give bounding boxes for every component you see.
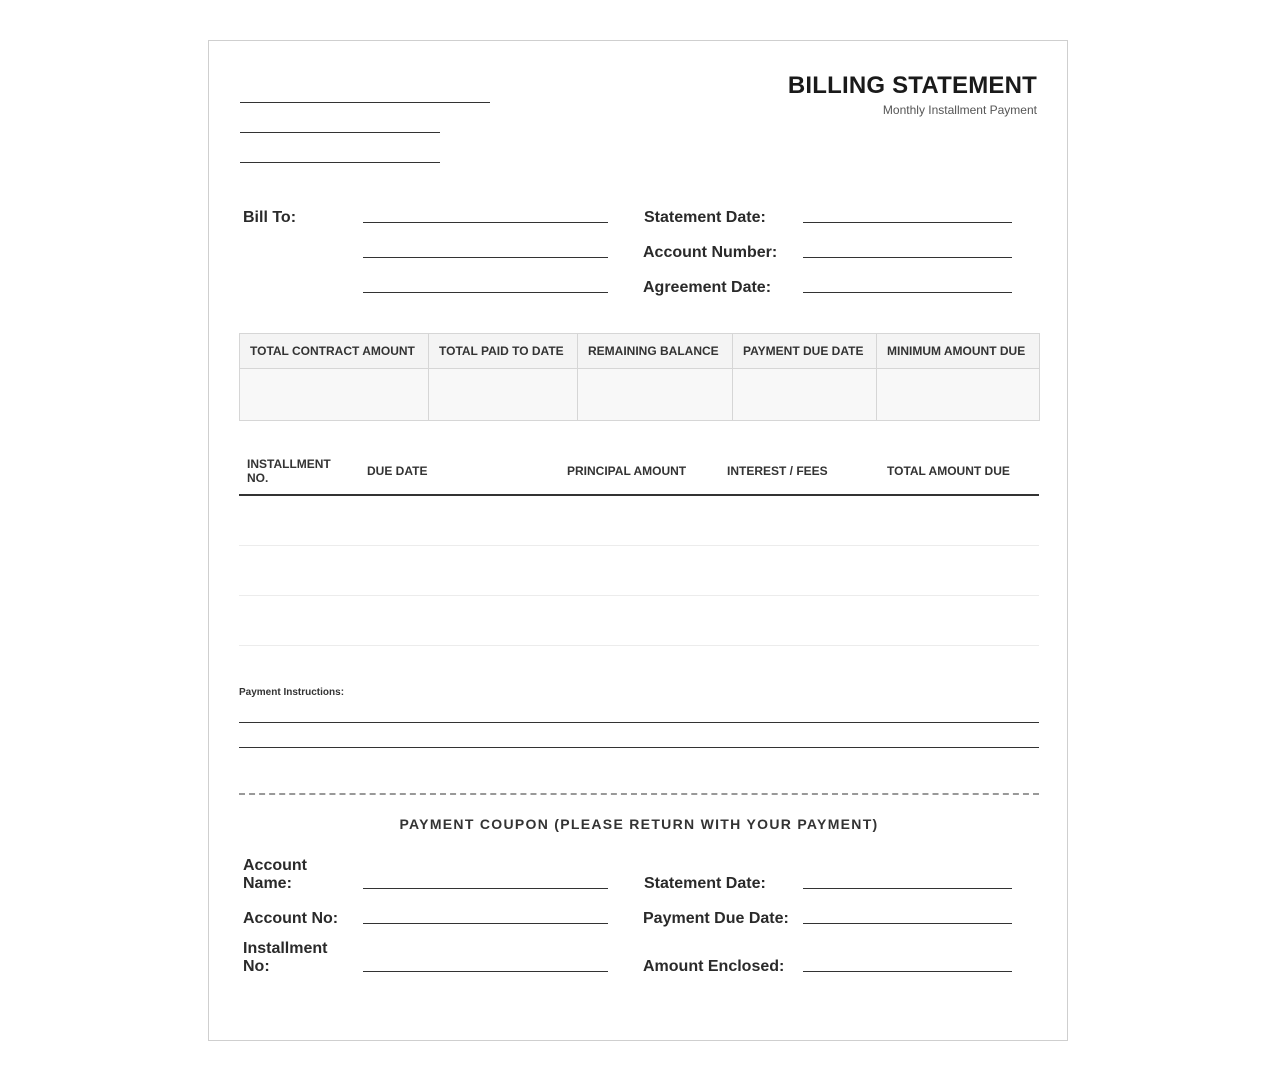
- payment-instructions-line-2[interactable]: [239, 747, 1039, 748]
- bill-to-line-2[interactable]: [363, 257, 608, 258]
- statement-date-label: Statement Date:: [644, 209, 766, 226]
- summary-cell-total-contract[interactable]: [240, 369, 429, 421]
- summary-header-payment-due-date: PAYMENT DUE DATE: [733, 334, 877, 369]
- statement-date-line[interactable]: [803, 222, 1012, 223]
- summary-cell-total-paid[interactable]: [429, 369, 578, 421]
- bill-to-line-3[interactable]: [363, 292, 608, 293]
- company-address-line-2[interactable]: [240, 162, 440, 163]
- coupon-cut-line: [239, 793, 1039, 795]
- summary-header-remaining-balance: REMAINING BALANCE: [578, 334, 733, 369]
- bill-to-label: Bill To:: [243, 209, 297, 226]
- agreement-date-label: Agreement Date:: [643, 279, 772, 296]
- account-summary-table: [239, 333, 1040, 421]
- summary-header-total-contract: TOTAL CONTRACT AMOUNT: [240, 334, 429, 369]
- installment-header-interest: INTEREST / FEES: [727, 464, 828, 478]
- company-address-line-1[interactable]: [240, 132, 440, 133]
- table-row[interactable]: [239, 545, 1039, 596]
- coupon-statement-date-line[interactable]: [803, 888, 1012, 889]
- coupon-account-name-line[interactable]: [363, 888, 608, 889]
- payment-instructions-label: Payment Instructions:: [239, 687, 345, 698]
- coupon-title: PAYMENT COUPON (PLEASE RETURN WITH YOUR PAYMENT): [399, 816, 879, 832]
- coupon-statement-date-label: Statement Date:: [644, 875, 766, 892]
- payment-instructions-line-1[interactable]: [239, 722, 1039, 723]
- company-name-line[interactable]: [240, 102, 490, 103]
- summary-cell-minimum-due[interactable]: [877, 369, 1040, 421]
- coupon-installment-no-line[interactable]: [363, 971, 608, 972]
- billing-statement-page: [208, 40, 1068, 1041]
- summary-cell-remaining-balance[interactable]: [578, 369, 733, 421]
- installment-header-due-date: DUE DATE: [367, 464, 428, 478]
- coupon-account-no-label: Account No:: [243, 910, 339, 927]
- installment-header-total: TOTAL AMOUNT DUE: [887, 464, 1010, 478]
- agreement-date-line[interactable]: [803, 292, 1012, 293]
- summary-header-minimum-due: MINIMUM AMOUNT DUE: [877, 334, 1040, 369]
- document-subtitle: Monthly Installment Payment: [882, 103, 1037, 117]
- table-row[interactable]: [239, 495, 1039, 546]
- account-number-line[interactable]: [803, 257, 1012, 258]
- installment-header-principal: PRINCIPAL AMOUNT: [567, 464, 687, 478]
- table-row[interactable]: [239, 595, 1039, 646]
- summary-header-total-paid: TOTAL PAID TO DATE: [429, 334, 578, 369]
- coupon-payment-due-date-label: Payment Due Date:: [643, 910, 789, 927]
- account-number-label: Account Number:: [643, 244, 778, 261]
- bill-to-line-1[interactable]: [363, 222, 608, 223]
- coupon-payment-due-date-line[interactable]: [803, 923, 1012, 924]
- coupon-account-no-line[interactable]: [363, 923, 608, 924]
- installment-header-no: INSTALLMENT NO.: [247, 457, 331, 485]
- summary-cell-payment-due-date[interactable]: [733, 369, 877, 421]
- installment-table-header: [239, 452, 1039, 496]
- document-title: BILLING STATEMENT: [787, 72, 1037, 99]
- coupon-account-name-label: Account Name:: [243, 857, 307, 892]
- coupon-installment-no-label: Installment No:: [243, 940, 328, 975]
- coupon-amount-enclosed-label: Amount Enclosed:: [643, 958, 785, 975]
- coupon-amount-enclosed-line[interactable]: [803, 971, 1012, 972]
